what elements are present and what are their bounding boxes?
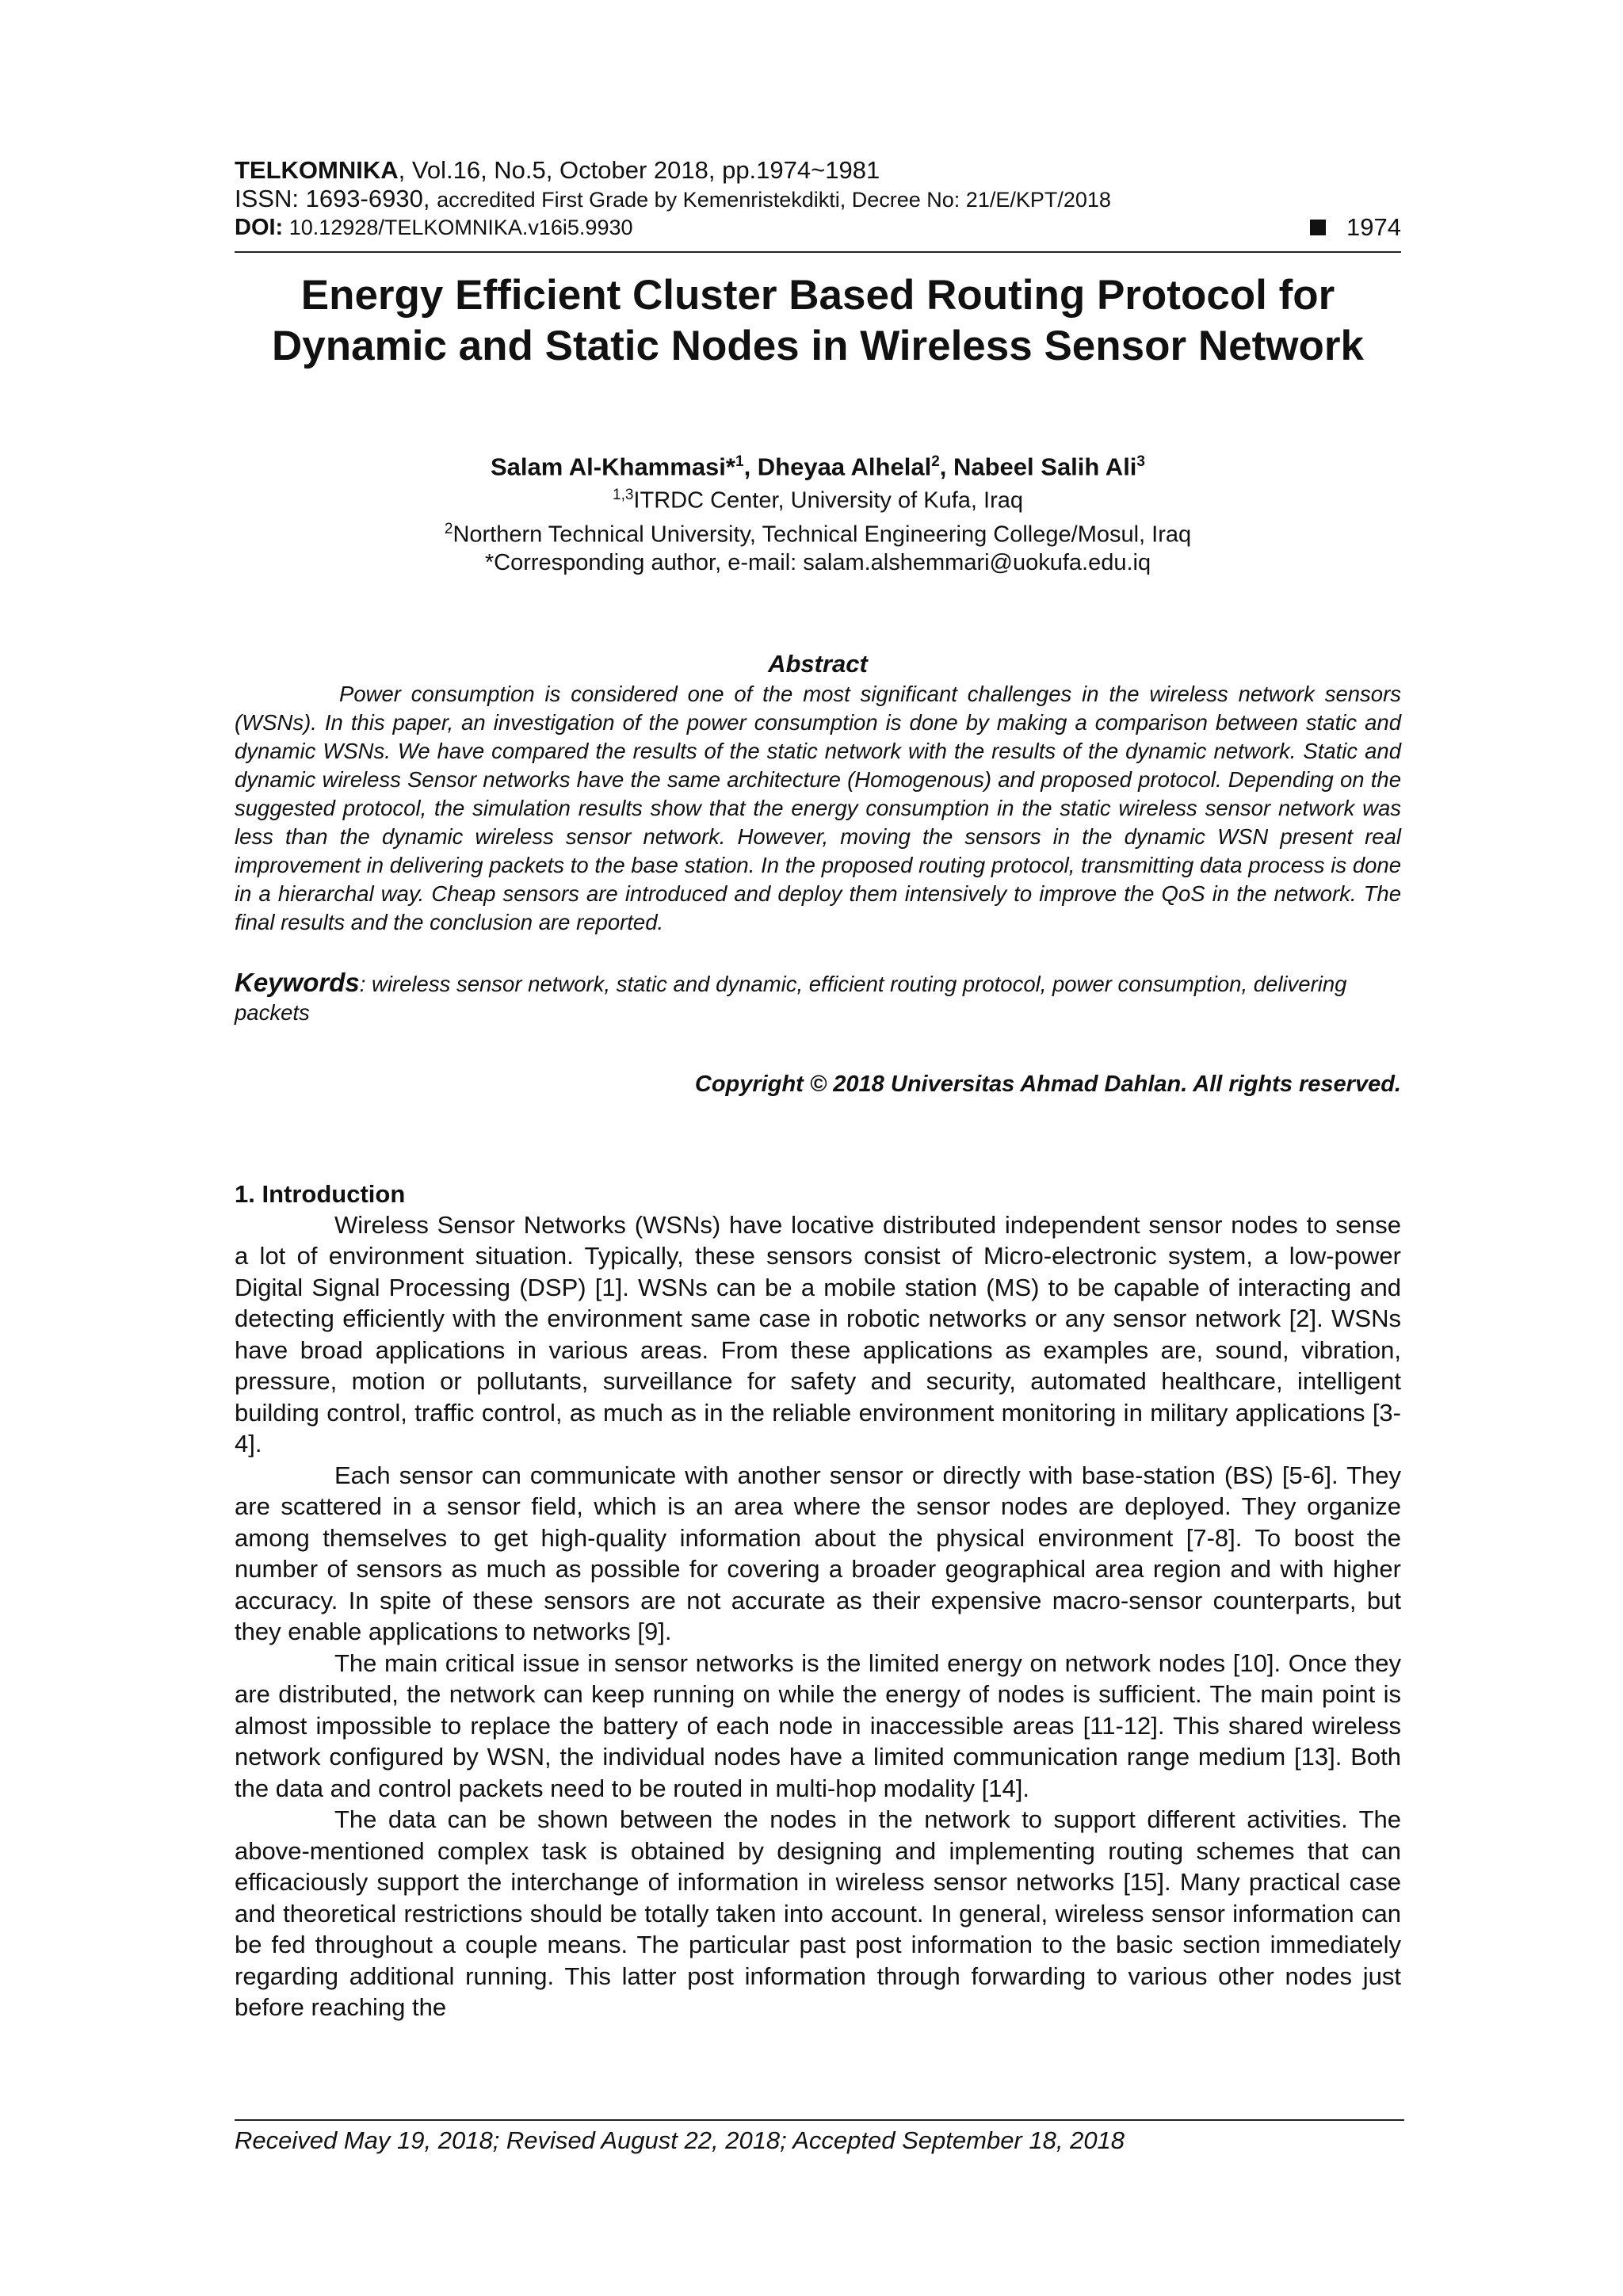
authors (235, 448, 1401, 481)
keywords (235, 968, 1401, 1027)
accreditation: accredited First Grade by Kemenristekdikti, Decree No: 21/E/KPT/2018 (437, 188, 1111, 212)
author-1: Salam Al-Khammasi* (491, 453, 735, 481)
issn-line (235, 185, 1401, 213)
page-number-block (1310, 213, 1401, 242)
section-heading-introduction: 1. Introduction (235, 1179, 406, 1208)
author-3-sup: 3 (1136, 453, 1145, 470)
title-line-2: Dynamic and Static Nodes in Wireless Sensor Network (272, 323, 1364, 369)
doi-label: DOI: (235, 215, 284, 240)
paper-title (235, 270, 1401, 372)
abstract-text: Power consumption is considered one of the most significant challenges in the wireless network sensors (WSNs). In this paper, an investigation of the power consumption is done by making a comparison between static and dynamic WSNs. We have compared the results of the static network with the results of the dynamic network. Static and dynamic wireless Sensor networks have the same architecture (Homogenous) and proposed protocol. Depending on the suggested protocol, the simulation results show that the energy consumption in the static wireless sensor network was less than the dynamic wireless sensor network. However, moving the sensors in the dynamic WSN present real improvement in delivering packets to the base station. In the proposed routing protocol, transmitting data process is done in a hierarchal way. Cheap sensors are introduced and deploy them intensively to improve the QoS in the network. The final results and the conclusion are reported. (235, 681, 1401, 934)
doi-line (235, 213, 1401, 242)
affiliation-2-sup: 2 (444, 520, 453, 537)
issn: ISSN: 1693-6930, (235, 185, 437, 212)
intro-paragraph-1: Wireless Sensor Networks (WSNs) have locative distributed independent sensor nodes to sense a lot of environment situation. Typically, these sensors consist of Micro-electronic system, a low-power Digital Signal Processing (DSP) [1]. WSNs can be a mobile station (MS) to be capable of interacting and detecting efficiently with the environment same case in robotic networks or any sensor network [2]. WSNs have broad applications in various areas. From these applications as examples are, sound, vibration, pressure, motion or pollutants, surveillance for safety and security, automated healthcare, intelligent building control, traffic control, as much as in the reliable environment monitoring in military applications [3-4]. (235, 1210, 1401, 1458)
intro-paragraph-3: The main critical issue in sensor networks is the limited energy on network nodes [10]. Once they are distributed, the network can keep running on while the energy of nodes is sufficient. The main point is almost impossible to replace the battery of each node in inaccessible areas [11-12]. This shared wireless network configured by WSN, the individual nodes have a limited communication range medium [13]. Both the data and control packets need to be routed in multi-hop modality [14]. (235, 1648, 1401, 1802)
title-line-1: Energy Efficient Cluster Based Routing Protocol for (300, 272, 1335, 319)
paper-page (235, 155, 1401, 2023)
affiliation-1 (235, 481, 1401, 515)
keywords-label: Keywords (235, 967, 360, 997)
journal-name: TELKOMNIKA (235, 156, 399, 184)
keywords-text: : wireless sensor network, static and dynamic, efficient routing protocol, power consumption, delivering packets (235, 971, 1347, 1025)
author-3: , Nabeel Salih Ali (939, 453, 1137, 481)
page-number: 1974 (1346, 213, 1401, 241)
author-2-sup: 2 (931, 453, 940, 470)
intro-paragraph-4: The data can be shown between the nodes in the network to support different activities. The above-mentioned complex task is obtained by designing and implementing routing schemes that can efficaciously support the interchange of information in wireless sensor networks [15]. Many practical case and theoretical restrictions should be totally taken into account. In general, wireless sensor information can be fed throughout a couple means. The particular past post information to the basic section immediately regarding additional running. This latter post information through forwarding to various other nodes just before reaching the (235, 1805, 1401, 2022)
journal-header (235, 155, 1401, 185)
received-footer: Received May 19, 2018; Revised August 22, 2018; Accepted September 18, 2018 (235, 2119, 1404, 2156)
doi-value: 10.12928/TELKOMNIKA.v16i5.9930 (283, 216, 633, 239)
copyright: Copyright © 2018 Universitas Ahmad Dahlan. All rights reserved. (694, 1071, 1401, 1097)
square-bullet-icon (1310, 220, 1326, 235)
affiliation-1-text: ITRDC Center, University of Kufa, Iraq (633, 487, 1023, 514)
affiliation-1-sup: 1,3 (613, 487, 634, 504)
author-2: , Dheyaa Alhelal (743, 453, 932, 481)
header-rule (235, 251, 1401, 253)
author-1-sup: 1 (735, 453, 744, 470)
introduction-body (235, 1209, 1401, 2023)
affiliation-2-text: Northern Technical University, Technical Engineering College/Mosul, Iraq (453, 521, 1192, 548)
corresponding-author: *Corresponding author, e-mail: salam.alshemmari@uokufa.edu.iq (484, 549, 1151, 575)
volume-info: , Vol.16, No.5, October 2018, pp.1974~1981 (398, 156, 880, 184)
abstract-heading: Abstract (768, 649, 868, 678)
affiliation-2 (235, 515, 1401, 549)
intro-paragraph-2: Each sensor can communicate with another sensor or directly with base-station (BS) [5-6]. They are scattered in a sensor field, which is an area where the sensor nodes are deployed. They organize among themselves to get high-quality information about the physical environment [7-8]. To boost the number of sensors as much as possible for covering a broader geographical area region and with higher accuracy. In spite of these sensors are not accurate as their expensive macro-sensor counterparts, but they enable applications to networks [9]. (235, 1461, 1401, 1646)
